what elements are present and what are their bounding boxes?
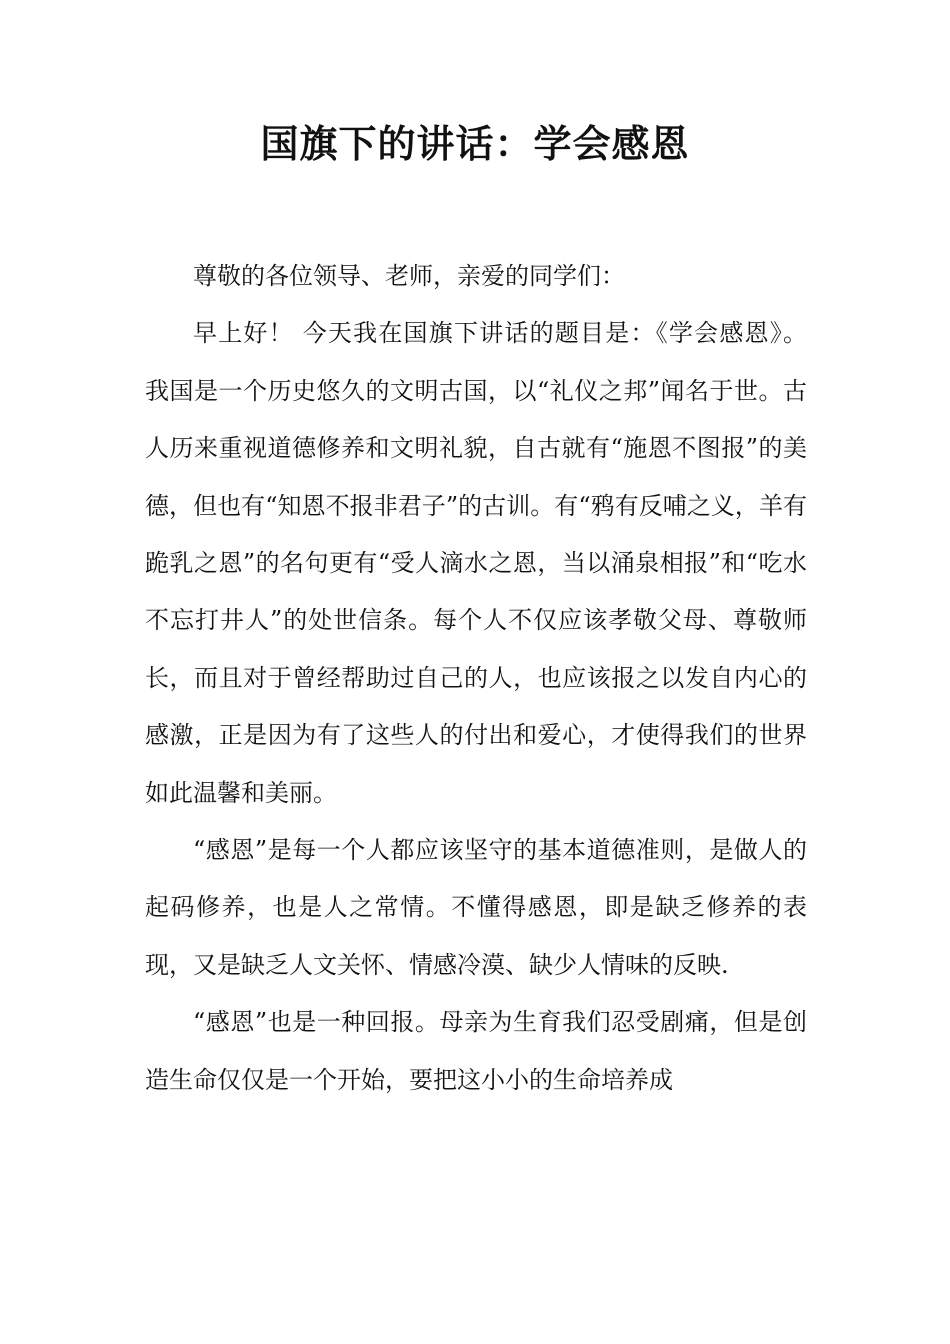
paragraph-greeting: 尊敬的各位领导、老师，亲爱的同学们：: [193, 262, 625, 290]
document-title: 国旗下的讲话：学会感恩: [260, 121, 690, 166]
paragraph-repay: “感恩”也是一种回报。母亲为生育我们忍受剧痛，但是创造生命仅仅是一个开始，要把这小小的生命培养成: [145, 1008, 807, 1094]
paragraph-morality: “感恩”是每一个人都应该坚守的基本道德准则，是做人的起码修养，也是人之常情。不懂得感恩，即是缺乏修养的表现，又是缺乏人文关怀、情感冷漠、缺少人情味的反映.: [145, 836, 807, 979]
paragraph-intro: 早上好！ 今天我在国旗下讲话的题目是：《学会感恩》。 我国是一个历史悠久的文明古国，以“礼仪之邦”闻名于世。古人历来重视道德修养和文明礼貌，自古就有“施恩不图报”的美德，但也有“知恩不报非君子”的古训。有“鸦有反哺之义，羊有跪乳之恩”的名句更有“受人滴水之恩，当以涌泉相报”和“吃水不忘打井人”的处世信条。每个人不仅应该孝敬父母、尊敬师长，而且对于曾经帮助过自己的人，也应该报之以发自内心的感激，正是因为有了这些人的付出和爱心，才使得我们的世界如此温馨和美丽。: [145, 319, 807, 807]
document-body: [145, 248, 807, 1109]
